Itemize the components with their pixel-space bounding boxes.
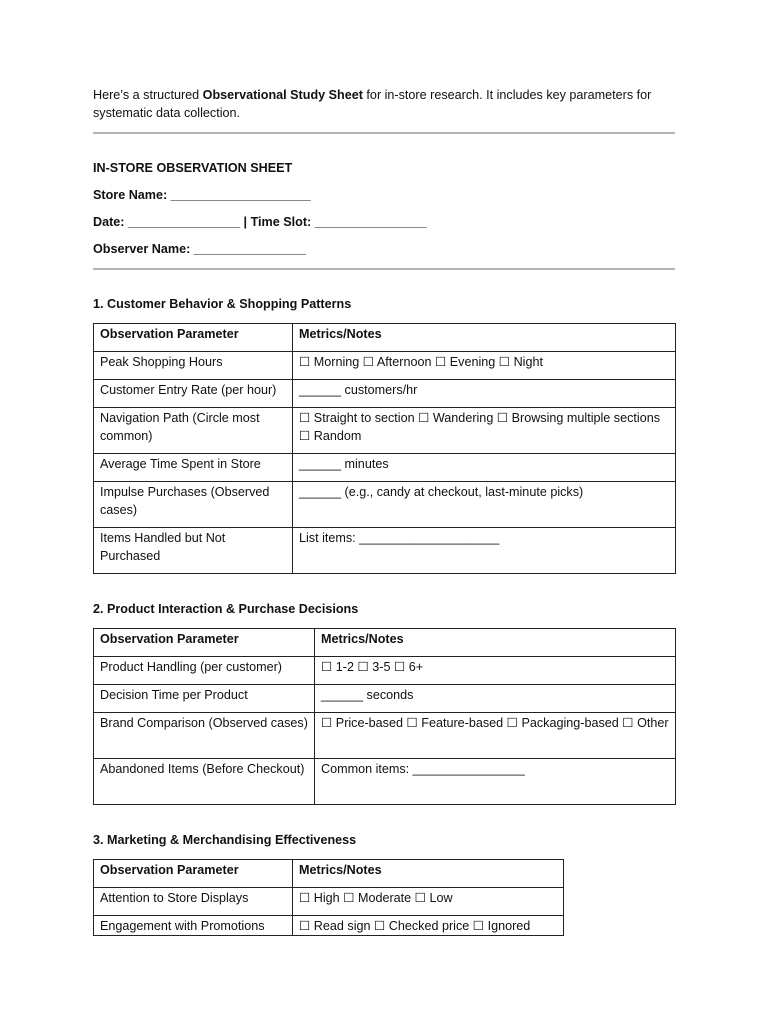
metrics-cell: ☐ Price-based ☐ Feature-based ☐ Packaging-based ☐ Other — [315, 713, 676, 759]
metrics-cell: ☐ High ☐ Moderate ☐ Low — [293, 888, 564, 916]
table-row — [94, 528, 676, 574]
metrics-cell: ☐ Morning ☐ Afternoon ☐ Evening ☐ Night — [293, 352, 676, 380]
intro-text-post: for in-store research. It includes key parameters for systematic data collection. — [93, 88, 652, 120]
table-row — [94, 759, 676, 805]
observer-name-field: Observer Name: ________________ — [93, 242, 306, 256]
table-row — [94, 657, 676, 685]
parameter-cell: Brand Comparison (Observed cases) — [94, 713, 315, 759]
intro-paragraph — [93, 86, 675, 122]
parameter-cell: Average Time Spent in Store — [94, 454, 293, 482]
parameter-cell: Impulse Purchases (Observed cases) — [94, 482, 293, 528]
parameter-cell: Product Handling (per customer) — [94, 657, 315, 685]
divider-top — [93, 132, 675, 134]
table-row — [94, 454, 676, 482]
table-header-row — [94, 860, 564, 888]
table-row — [94, 408, 676, 454]
header-cell: Observation Parameter — [94, 629, 315, 657]
intro-text-pre: Here’s a structured — [93, 88, 203, 102]
table-row — [94, 380, 676, 408]
intro-text-bold: Observational Study Sheet — [202, 88, 363, 102]
observation-table — [93, 859, 564, 936]
parameter-cell: Engagement with Promotions — [94, 916, 293, 936]
parameter-cell: Navigation Path (Circle most common) — [94, 408, 293, 454]
metrics-cell: ______ (e.g., candy at checkout, last-minute picks) — [293, 482, 676, 528]
parameter-cell: Peak Shopping Hours — [94, 352, 293, 380]
metrics-cell: ______ seconds — [315, 685, 676, 713]
table-row — [94, 685, 676, 713]
parameter-cell: Customer Entry Rate (per hour) — [94, 380, 293, 408]
metrics-cell: ______ customers/hr — [293, 380, 676, 408]
parameter-cell: Abandoned Items (Before Checkout) — [94, 759, 315, 805]
section-title: 2. Product Interaction & Purchase Decisions — [93, 602, 359, 616]
divider-bottom — [93, 268, 675, 270]
parameter-cell: Decision Time per Product — [94, 685, 315, 713]
metrics-cell: List items: ____________________ — [293, 528, 676, 574]
observation-table — [93, 628, 676, 805]
table-row — [94, 888, 564, 916]
table-row — [94, 713, 676, 759]
document-page — [93, 86, 675, 936]
parameter-cell: Items Handled but Not Purchased — [94, 528, 293, 574]
store-name-field: Store Name: ____________________ — [93, 188, 311, 202]
metrics-cell: ☐ 1-2 ☐ 3-5 ☐ 6+ — [315, 657, 676, 685]
metrics-cell: Common items: ________________ — [315, 759, 676, 805]
header-cell: Observation Parameter — [94, 860, 293, 888]
sheet-title: IN-STORE OBSERVATION SHEET — [93, 161, 293, 175]
table-row — [94, 352, 676, 380]
table-row — [94, 482, 676, 528]
parameter-cell: Attention to Store Displays — [94, 888, 293, 916]
header-cell: Metrics/Notes — [293, 860, 564, 888]
table-row — [94, 916, 564, 936]
metrics-cell: ______ minutes — [293, 454, 676, 482]
date-time-field: Date: ________________ | Time Slot: ________________ — [93, 215, 427, 229]
observation-table — [93, 323, 676, 574]
metrics-cell: ☐ Read sign ☐ Checked price ☐ Ignored — [293, 916, 564, 936]
header-cell: Metrics/Notes — [293, 324, 676, 352]
section-title: 3. Marketing & Merchandising Effectiveness — [93, 833, 357, 847]
section-title: 1. Customer Behavior & Shopping Patterns — [93, 297, 352, 311]
table-header-row — [94, 324, 676, 352]
table-header-row — [94, 629, 676, 657]
metrics-cell: ☐ Straight to section ☐ Wandering ☐ Browsing multiple sections ☐ Random — [293, 408, 676, 454]
header-cell: Metrics/Notes — [315, 629, 676, 657]
header-cell: Observation Parameter — [94, 324, 293, 352]
